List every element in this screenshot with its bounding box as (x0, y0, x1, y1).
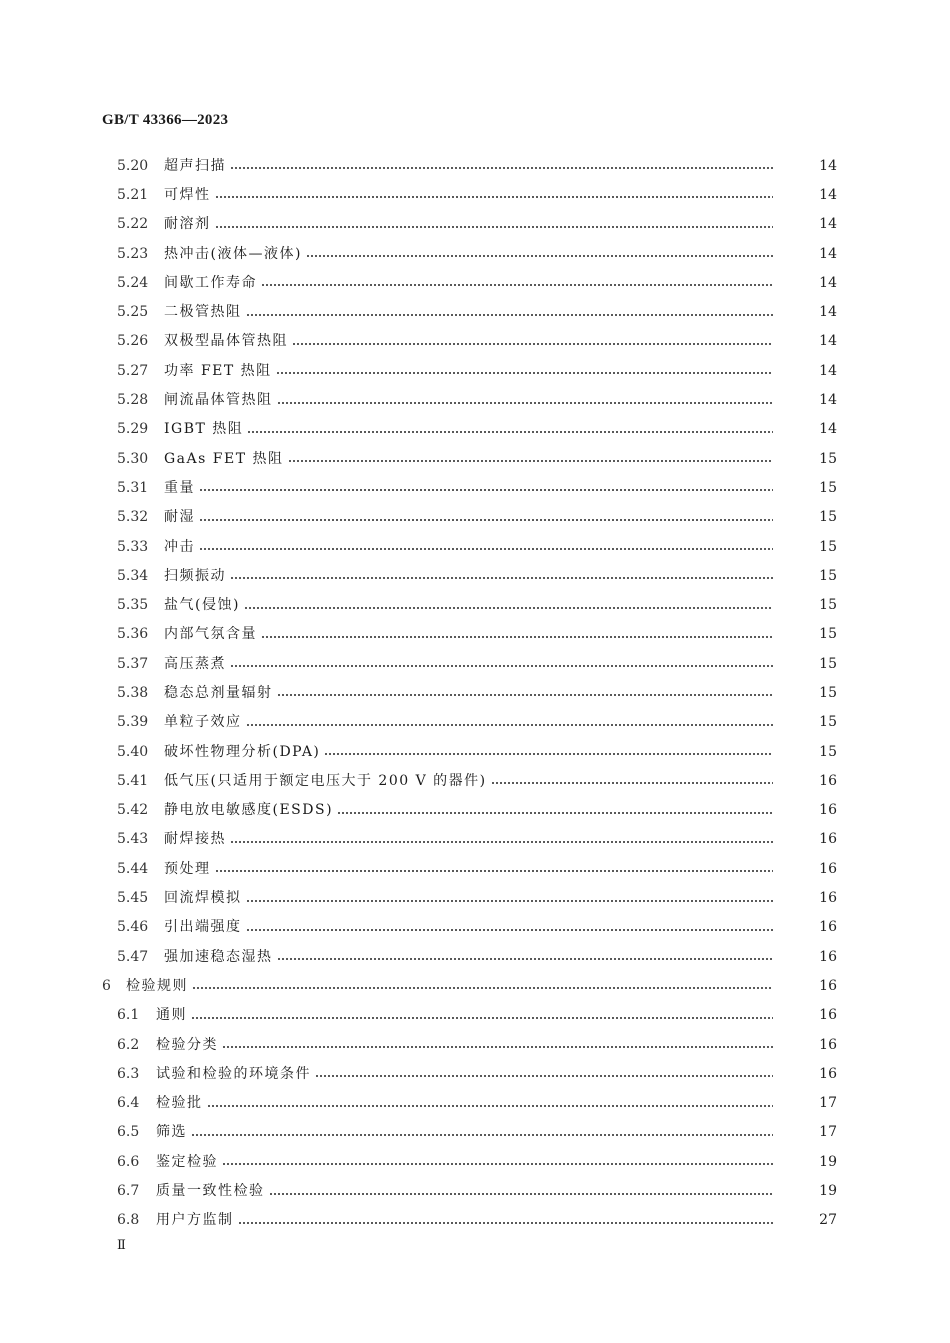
toc-entry-title: 鉴定检验 (156, 1153, 218, 1170)
toc-entry[interactable] (0, 327, 950, 356)
toc-entry-title: 破坏性物理分析(DPA) (164, 743, 321, 760)
toc-entry-number: 5.22 (117, 216, 149, 233)
table-of-contents (0, 151, 950, 1235)
toc-entry[interactable] (0, 1089, 950, 1118)
toc-entry-title-group (164, 715, 773, 729)
toc-entry-title-group (164, 217, 773, 231)
toc-entry-title: 强加速稳态湿热 (164, 948, 273, 965)
toc-entry-title: 检验分类 (156, 1036, 218, 1053)
toc-entry-page: 16 (819, 1036, 837, 1053)
toc-entry-title: 功率 FET 热阻 (164, 362, 272, 379)
toc-entry-title-group (156, 1096, 773, 1110)
toc-entry-title: 二极管热阻 (164, 304, 242, 321)
toc-entry[interactable] (0, 385, 950, 414)
toc-entry-title-group (164, 334, 773, 348)
toc-entry[interactable] (0, 913, 950, 942)
toc-entry-title: 双极型晶体管热阻 (164, 333, 288, 350)
toc-entry-number: 6.7 (117, 1183, 140, 1200)
toc-entry-page: 16 (819, 831, 837, 848)
toc-entry-page: 15 (819, 626, 837, 643)
toc-entry-number: 6.5 (117, 1124, 140, 1141)
toc-entry-page: 27 (819, 1212, 837, 1229)
toc-entry-page: 14 (819, 274, 837, 291)
toc-entry-title-group (156, 1008, 773, 1022)
standard-code: GB/T 43366—2023 (102, 112, 229, 128)
toc-entry-title-group (164, 920, 773, 934)
toc-entry-number: 5.43 (117, 831, 149, 848)
toc-entry-title: 高压蒸煮 (164, 655, 226, 672)
dot-leader (230, 576, 773, 580)
toc-entry-title: GaAs FET 热阻 (164, 450, 284, 467)
toc-entry-page: 14 (819, 245, 837, 262)
toc-entry-page: 16 (819, 772, 837, 789)
toc-entry[interactable] (0, 971, 950, 1000)
toc-entry-title: 回流焊模拟 (164, 890, 242, 907)
dot-leader (215, 225, 774, 229)
toc-entry-number: 5.40 (117, 743, 149, 760)
dot-leader (337, 811, 773, 815)
toc-entry-number: 5.23 (117, 245, 149, 262)
toc-entry-title-group (164, 481, 773, 495)
toc-entry-number: 5.28 (117, 392, 149, 409)
dot-leader (277, 957, 774, 961)
toc-entry[interactable] (0, 356, 950, 385)
toc-entry-page: 16 (819, 948, 837, 965)
toc-entry-number: 5.20 (117, 157, 149, 174)
dot-leader (247, 430, 773, 434)
toc-entry-number: 5.41 (117, 772, 149, 789)
dot-leader (199, 488, 773, 492)
dot-leader (246, 723, 774, 727)
dot-leader (215, 195, 774, 199)
toc-entry-title-group (156, 1155, 773, 1169)
toc-entry-title-group (164, 276, 773, 290)
toc-entry-number: 5.42 (117, 802, 149, 819)
toc-entry-title: 单粒子效应 (164, 714, 242, 731)
toc-entry-title: 用户方监制 (156, 1212, 234, 1229)
toc-entry[interactable] (0, 473, 950, 502)
toc-entry-title: 筛选 (156, 1124, 187, 1141)
toc-entry[interactable] (0, 883, 950, 912)
toc-entry[interactable] (0, 180, 950, 209)
toc-entry-number: 5.30 (117, 450, 149, 467)
toc-entry-page: 16 (819, 860, 837, 877)
toc-entry-title: 检验批 (156, 1095, 203, 1112)
dot-leader (269, 1192, 774, 1196)
toc-entry-number: 5.45 (117, 890, 149, 907)
toc-entry-title-group (164, 862, 773, 876)
toc-entry[interactable] (0, 1176, 950, 1205)
toc-entry-title: 超声扫描 (164, 157, 226, 174)
toc-entry-title-group (164, 657, 773, 671)
toc-entry[interactable] (0, 1206, 950, 1235)
toc-entry-number: 5.36 (117, 626, 149, 643)
toc-entry-title-group (164, 891, 773, 905)
toc-entry-title: 冲击 (164, 538, 195, 555)
dot-leader (192, 986, 773, 990)
toc-entry-title: 预处理 (164, 860, 211, 877)
toc-entry-title-group (164, 950, 773, 964)
toc-entry-number: 5.37 (117, 655, 149, 672)
toc-entry-page: 15 (819, 743, 837, 760)
dot-leader (315, 1074, 773, 1078)
dot-leader (207, 1104, 774, 1108)
toc-entry-title-group (156, 1067, 773, 1081)
toc-entry-title: 试验和检验的环境条件 (156, 1065, 311, 1082)
toc-entry[interactable] (0, 1030, 950, 1059)
toc-entry-page: 14 (819, 333, 837, 350)
toc-entry-page: 14 (819, 362, 837, 379)
toc-entry-number: 5.35 (117, 597, 149, 614)
toc-entry-page: 15 (819, 714, 837, 731)
toc-entry-title-group (164, 569, 773, 583)
toc-entry-title-group (164, 305, 773, 319)
toc-entry-page: 16 (819, 1065, 837, 1082)
toc-entry[interactable] (0, 210, 950, 239)
toc-entry[interactable] (0, 503, 950, 532)
dot-leader (288, 459, 774, 463)
toc-entry-title: 重量 (164, 479, 195, 496)
toc-entry-number: 6.1 (117, 1007, 140, 1024)
toc-entry-page: 15 (819, 684, 837, 701)
toc-entry-title-group (156, 1038, 773, 1052)
toc-entry[interactable] (0, 561, 950, 590)
toc-entry-title-group (164, 774, 773, 788)
toc-entry-number: 5.39 (117, 714, 149, 731)
toc-entry-number: 6.6 (117, 1153, 140, 1170)
dot-leader (199, 547, 773, 551)
dot-leader (306, 254, 773, 258)
toc-entry-title: 内部气氛含量 (164, 626, 257, 643)
toc-entry-number: 5.24 (117, 274, 149, 291)
toc-entry-title-group (164, 510, 773, 524)
toc-entry-page: 15 (819, 538, 837, 555)
toc-entry-title-group (164, 452, 773, 466)
toc-entry-title: 低气压(只适用于额定电压大于 200 V 的器件) (164, 772, 487, 789)
toc-entry[interactable] (0, 532, 950, 561)
dot-leader (230, 840, 773, 844)
dot-leader (491, 781, 773, 785)
dot-leader (324, 752, 773, 756)
toc-entry-page: 15 (819, 567, 837, 584)
dot-leader (244, 606, 773, 610)
toc-entry-page: 16 (819, 919, 837, 936)
toc-entry-title-group (164, 598, 773, 612)
toc-entry-page: 16 (819, 977, 837, 994)
toc-entry-page: 15 (819, 509, 837, 526)
toc-entry-number: 5.32 (117, 509, 149, 526)
toc-entry-title: 扫频振动 (164, 567, 226, 584)
toc-entry-page: 19 (819, 1153, 837, 1170)
toc-entry-title: 耐焊接热 (164, 831, 226, 848)
toc-entry[interactable] (0, 268, 950, 297)
toc-entry-number: 5.34 (117, 567, 149, 584)
toc-entry-number: 5.44 (117, 860, 149, 877)
dot-leader (199, 518, 773, 522)
dot-leader (246, 313, 774, 317)
toc-entry-title-group (126, 979, 773, 993)
toc-entry-title: 通则 (156, 1007, 187, 1024)
toc-entry-title-group (164, 422, 773, 436)
toc-entry-title-group (164, 540, 773, 554)
toc-entry-number: 5.46 (117, 919, 149, 936)
toc-entry-title-group (164, 832, 773, 846)
toc-entry[interactable] (0, 1059, 950, 1088)
toc-entry-page: 16 (819, 802, 837, 819)
toc-entry-page: 15 (819, 450, 837, 467)
toc-entry-page: 15 (819, 479, 837, 496)
toc-entry-title: 质量一致性检验 (156, 1183, 265, 1200)
toc-entry-title: 检验规则 (126, 977, 188, 994)
toc-entry-number: 6 (102, 977, 111, 994)
toc-entry-title: 静电放电敏感度(ESDS) (164, 802, 334, 819)
toc-entry-title-group (164, 686, 773, 700)
dot-leader (230, 664, 773, 668)
toc-entry-title: 稳态总剂量辐射 (164, 684, 273, 701)
toc-entry[interactable] (0, 1147, 950, 1176)
toc-entry-title-group (164, 627, 773, 641)
toc-entry-page: 16 (819, 890, 837, 907)
dot-leader (277, 693, 774, 697)
toc-entry[interactable] (0, 590, 950, 619)
dot-leader (246, 899, 774, 903)
dot-leader (277, 401, 774, 405)
toc-entry[interactable] (0, 620, 950, 649)
dot-leader (276, 371, 773, 375)
toc-entry-title-group (164, 803, 773, 817)
toc-entry-title: 耐湿 (164, 509, 195, 526)
toc-entry-title: 间歇工作寿命 (164, 274, 257, 291)
toc-entry-title-group (164, 188, 773, 202)
toc-entry[interactable] (0, 678, 950, 707)
dot-leader (246, 928, 774, 932)
dot-leader (230, 166, 773, 170)
toc-entry[interactable] (0, 649, 950, 678)
toc-entry-number: 5.26 (117, 333, 149, 350)
toc-entry[interactable] (0, 708, 950, 737)
toc-entry-number: 5.21 (117, 186, 149, 203)
toc-entry-number: 6.2 (117, 1036, 140, 1053)
toc-entry-page: 14 (819, 157, 837, 174)
toc-entry-title: 引出端强度 (164, 919, 242, 936)
toc-entry-page: 15 (819, 597, 837, 614)
toc-entry[interactable] (0, 1118, 950, 1147)
toc-entry-number: 5.47 (117, 948, 149, 965)
toc-entry-title: IGBT 热阻 (164, 421, 244, 438)
toc-entry-title: 可焊性 (164, 186, 211, 203)
toc-entry[interactable] (0, 415, 950, 444)
toc-entry-title-group (164, 745, 773, 759)
toc-entry-title: 闸流晶体管热阻 (164, 392, 273, 409)
dot-leader (222, 1162, 773, 1166)
toc-entry[interactable] (0, 942, 950, 971)
toc-entry[interactable] (0, 1001, 950, 1030)
toc-entry[interactable] (0, 444, 950, 473)
toc-entry-title: 耐溶剂 (164, 216, 211, 233)
toc-entry-number: 5.25 (117, 304, 149, 321)
dot-leader (191, 1016, 773, 1020)
toc-entry-number: 6.3 (117, 1065, 140, 1082)
toc-entry-page: 14 (819, 392, 837, 409)
toc-entry[interactable] (0, 239, 950, 268)
toc-entry-title-group (164, 159, 773, 173)
toc-entry-number: 5.27 (117, 362, 149, 379)
toc-entry-page: 14 (819, 421, 837, 438)
dot-leader (261, 635, 773, 639)
toc-entry[interactable] (0, 151, 950, 180)
dot-leader (191, 1133, 773, 1137)
page-number: Ⅱ (117, 1237, 126, 1252)
toc-entry-title-group (164, 393, 773, 407)
toc-entry-number: 5.31 (117, 479, 149, 496)
toc-entry-title: 盐气(侵蚀) (164, 597, 240, 614)
toc-entry-page: 16 (819, 1007, 837, 1024)
dot-leader (292, 342, 773, 346)
toc-entry-page: 15 (819, 655, 837, 672)
dot-leader (222, 1045, 773, 1049)
toc-entry[interactable] (0, 825, 950, 854)
toc-entry[interactable] (0, 297, 950, 326)
toc-entry[interactable] (0, 796, 950, 825)
toc-entry[interactable] (0, 737, 950, 766)
toc-entry-page: 14 (819, 216, 837, 233)
toc-entry-number: 6.4 (117, 1095, 140, 1112)
toc-entry-page: 17 (819, 1124, 837, 1141)
toc-entry-page: 17 (819, 1095, 837, 1112)
toc-entry[interactable] (0, 854, 950, 883)
toc-entry-number: 5.29 (117, 421, 149, 438)
dot-leader (215, 869, 774, 873)
toc-entry-title-group (156, 1184, 773, 1198)
toc-entry-title-group (156, 1213, 773, 1227)
toc-entry-title: 热冲击(液体—液体) (164, 245, 302, 262)
dot-leader (261, 283, 773, 287)
toc-entry-number: 5.33 (117, 538, 149, 555)
toc-entry-number: 6.8 (117, 1212, 140, 1229)
toc-entry-title-group (156, 1125, 773, 1139)
dot-leader (238, 1221, 774, 1225)
toc-entry-page: 14 (819, 186, 837, 203)
toc-entry-title-group (164, 364, 773, 378)
toc-entry[interactable] (0, 766, 950, 795)
toc-entry-title-group (164, 247, 773, 261)
toc-entry-page: 19 (819, 1183, 837, 1200)
toc-entry-number: 5.38 (117, 684, 149, 701)
toc-entry-page: 14 (819, 304, 837, 321)
